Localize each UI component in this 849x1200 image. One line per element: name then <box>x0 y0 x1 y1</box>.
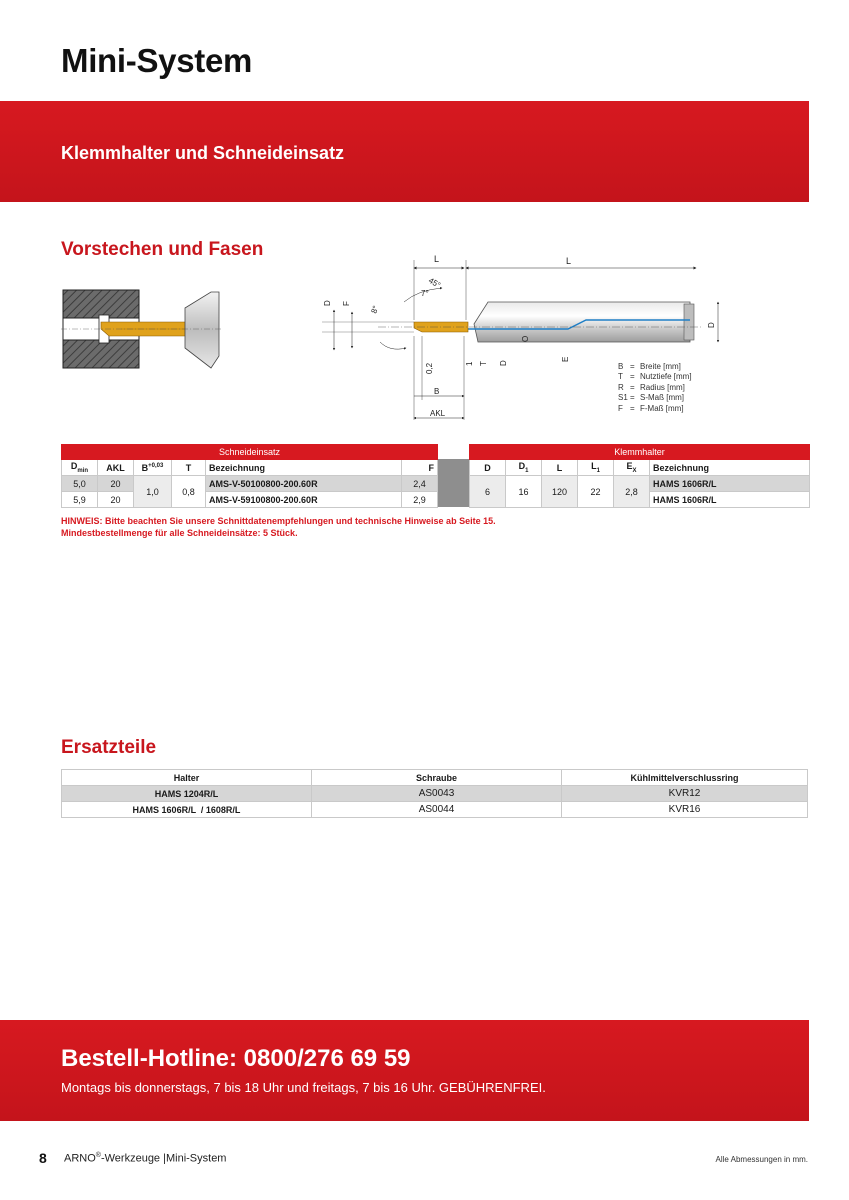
label-O: O <box>521 335 530 342</box>
cell-bezeichnung: AMS-V-59100800-200.60R <box>206 492 402 508</box>
col-d: D <box>470 460 506 476</box>
legend-text: F-Maß [mm] <box>640 403 684 413</box>
insert-table <box>61 444 438 508</box>
cell-halter: HAMS 1204R/L <box>62 786 312 802</box>
cell-f: 2,9 <box>402 492 438 508</box>
label-angle-45: 45° <box>427 275 442 290</box>
table-row <box>62 476 438 492</box>
table-row <box>62 802 808 818</box>
table-row <box>62 492 438 508</box>
label-D-small: D <box>499 360 508 366</box>
col-t: T <box>172 460 206 476</box>
col-schraube: Schraube <box>312 770 562 786</box>
legend-key: F <box>618 403 623 413</box>
label-B: B <box>434 387 440 396</box>
section-title-spare-parts: Ersatzteile <box>61 737 157 758</box>
label-Dmin: D <box>323 300 332 306</box>
cell-schraube: AS0044 <box>312 802 562 818</box>
cell-dmin: 5,0 <box>62 476 98 492</box>
legend-row: T = Nutztiefe [mm] <box>618 372 692 382</box>
cell-ring: KVR16 <box>562 802 808 818</box>
cell-d: 6 <box>470 476 506 508</box>
label-L1: L <box>434 254 440 264</box>
hotline-title: Bestell-Hotline: 0800/276 69 59 <box>61 1045 411 1072</box>
page-number: 8 <box>39 1150 47 1166</box>
legend-row: B = Breite [mm] <box>618 362 681 371</box>
label-D-shaft: D <box>707 322 716 328</box>
footer-note: Alle Abmessungen in mm. <box>715 1155 808 1164</box>
header-band <box>0 101 809 202</box>
col-ex: $E_X$ <box>614 460 650 476</box>
label-AKL: AKL <box>430 409 446 418</box>
table-divider <box>438 459 469 507</box>
section-title-grooving: Vorstechen und Fasen <box>61 239 264 260</box>
col-d1: $D_1$ <box>506 460 542 476</box>
legend-text: Breite [mm] <box>640 362 681 371</box>
legend-text: Nutztiefe [mm] <box>640 372 692 382</box>
hotline-subtitle: Montags bis donnerstags, 7 bis 18 Uhr und freitags, 7 bis 16 Uhr. GEBÜHRENFREI. <box>61 1080 546 1095</box>
notice-line: HINWEIS: Bitte beachten Sie unsere Schnittdatenempfehlungen und technische Hinweise ab Seite 15. <box>61 516 496 526</box>
label-L: L <box>566 256 572 266</box>
table-row <box>62 786 808 802</box>
cell-ex: 2,8 <box>614 476 650 508</box>
legend-row: R = Radius [mm] <box>618 382 685 392</box>
cell-ring: KVR12 <box>562 786 808 802</box>
label-angle-7: 7° <box>421 289 429 298</box>
col-l: L <box>542 460 578 476</box>
cell-l: 120 <box>542 476 578 508</box>
legend-row: S1 = S-Maß [mm] <box>618 393 684 403</box>
col-kuehlmittel: Kühlmittelverschlussring <box>562 770 808 786</box>
cell-akl: 20 <box>98 492 134 508</box>
legend-text: S-Maß [mm] <box>640 393 684 403</box>
col-halter: Halter <box>62 770 312 786</box>
table-row <box>470 476 810 492</box>
label-T: T <box>479 361 488 366</box>
cell-b: 1,0 <box>134 476 172 508</box>
spare-parts-table <box>61 769 808 818</box>
cell-schraube: AS0043 <box>312 786 562 802</box>
col-f: F <box>402 460 438 476</box>
cell-halter: HAMS 1606R/L / 1608R/L <box>62 802 312 818</box>
legend-text: Radius [mm] <box>640 382 685 392</box>
cell-f: 2,4 <box>402 476 438 492</box>
cell-t: 0,8 <box>172 476 206 508</box>
label-F: F <box>342 301 351 306</box>
holder-table <box>469 444 810 508</box>
insert-table-title: Schneideinsatz <box>62 445 438 460</box>
cell-dmin: 5,9 <box>62 492 98 508</box>
header-subtitle: Klemmhalter und Schneideinsatz <box>61 143 345 163</box>
dimension-legend <box>618 362 692 414</box>
legend-key: S1 <box>618 393 628 403</box>
cell-akl: 20 <box>98 476 134 492</box>
holder-table-title: Klemmhalter <box>470 445 810 460</box>
label-1: 1 <box>465 361 474 366</box>
legend-row: F = F-Maß [mm] <box>618 403 684 413</box>
col-b: $B^{+0,03}$ <box>134 460 172 476</box>
footer-brand: ARNO®-Werkzeuge |Mini-System <box>64 1152 227 1165</box>
cell-bezeichnung: HAMS 1606R/L <box>650 492 810 508</box>
legend-key: T <box>618 372 623 382</box>
page-title: Mini-System <box>61 42 253 79</box>
col-bezeichnung: Bezeichnung <box>206 460 402 476</box>
label-Ex: E <box>561 356 570 362</box>
col-bezeichnung: Bezeichnung <box>650 460 810 476</box>
col-dmin: $D_{min}$ <box>62 460 98 476</box>
hotline-band <box>0 1020 809 1121</box>
workpiece-section-drawing <box>61 288 223 372</box>
cell-bezeichnung: HAMS 1606R/L <box>650 476 810 492</box>
col-akl: AKL <box>98 460 134 476</box>
label-angle-8: 8° <box>369 304 381 315</box>
legend-key: B <box>618 362 624 371</box>
notice-line: Mindestbestellmenge für alle Schneideinsätze: 5 Stück. <box>61 528 298 538</box>
label-0-2: 0,2 <box>425 362 434 374</box>
cell-l1: 22 <box>578 476 614 508</box>
cell-d1: 16 <box>506 476 542 508</box>
notice-text <box>61 515 496 539</box>
col-l1: $L_1$ <box>578 460 614 476</box>
cell-bezeichnung: AMS-V-50100800-200.60R <box>206 476 402 492</box>
legend-key: R <box>618 382 624 392</box>
